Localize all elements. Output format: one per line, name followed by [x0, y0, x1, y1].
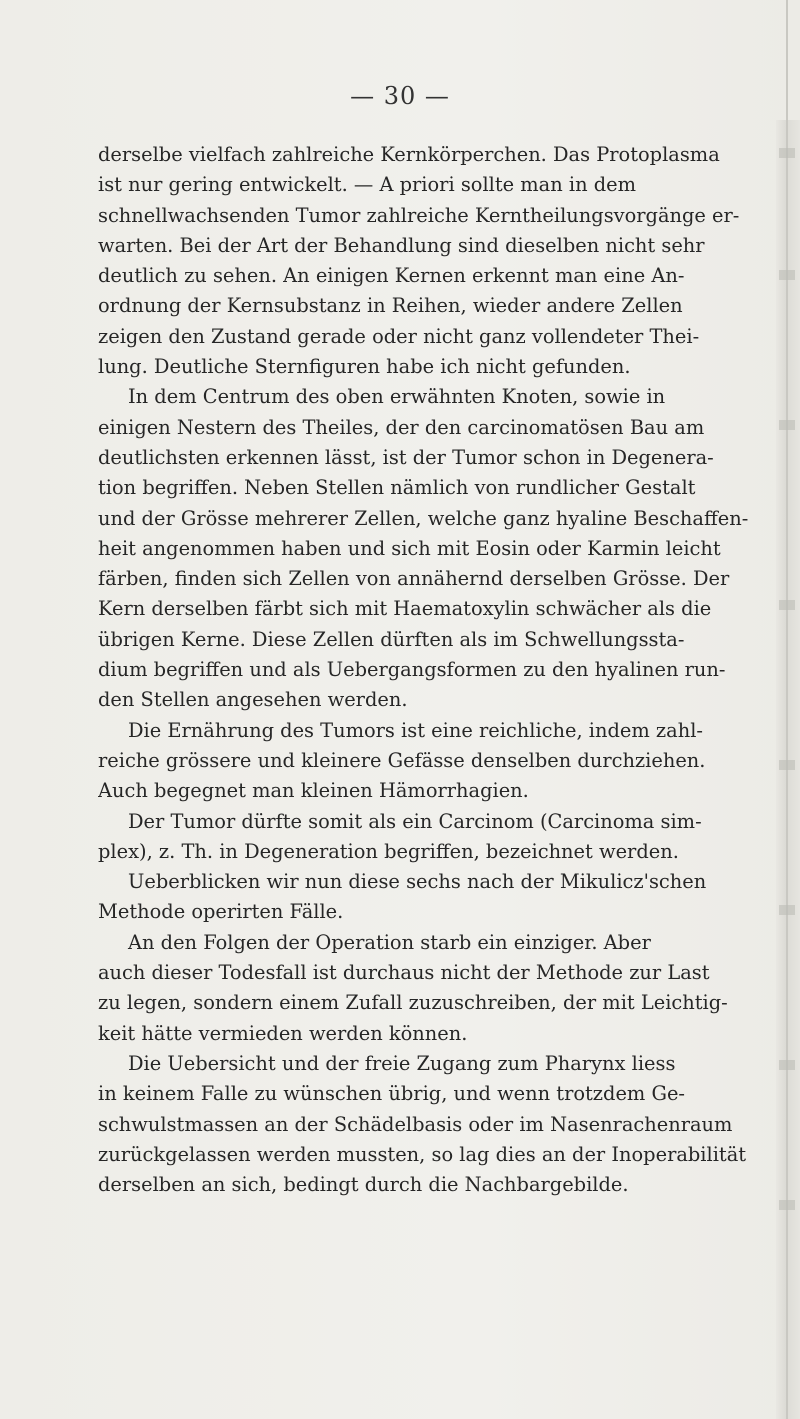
text-line: zu legen, sondern einem Zufall zuzuschreiben, der mit Leichtig-	[98, 991, 728, 1015]
text-line: reiche grössere und kleinere Gefässe denselben durchziehen.	[98, 748, 706, 772]
text-line: schwulstmassen an der Schädelbasis oder im Nasenrachenraum	[98, 1112, 733, 1136]
paragraph-start-line: Ueberblicken wir nun diese sechs nach der Mikulicz'schen	[128, 870, 707, 894]
text-line: den Stellen angesehen werden.	[98, 688, 408, 712]
text-line: in keinem Falle zu wünschen übrig, und wenn trotzdem Ge-	[98, 1082, 685, 1106]
text-line: deutlich zu sehen. An einigen Kernen erkennt man eine An-	[98, 264, 685, 288]
paragraph-start-line: In dem Centrum des oben erwähnten Knoten, sowie in	[128, 385, 666, 409]
bleed-through-mark	[779, 1200, 795, 1210]
bleed-through-mark	[779, 420, 795, 430]
text-line: zurückgelassen werden mussten, so lag dies an der Inoperabilität	[98, 1142, 747, 1166]
bleed-through-mark	[779, 270, 795, 280]
paragraph-start-line: An den Folgen der Operation starb ein einziger. Aber	[128, 930, 651, 954]
text-line: tion begriffen. Neben Stellen nämlich von rundlicher Gestalt	[98, 476, 696, 500]
text-line: zeigen den Zustand gerade oder nicht ganz vollendeter Thei-	[98, 324, 700, 348]
text-line: färben, finden sich Zellen von annähernd derselben Grösse. Der	[98, 567, 730, 591]
text-line: übrigen Kerne. Diese Zellen dürften als im Schwellungssta-	[98, 627, 685, 651]
bleed-through-mark	[779, 1060, 795, 1070]
text-line: schnellwachsenden Tumor zahlreiche Kerntheilungsvorgänge er-	[98, 203, 740, 227]
text-line: ist nur gering entwickelt. — A priori sollte man in dem	[98, 173, 637, 197]
body-text	[98, 140, 778, 1200]
text-line: plex), z. Th. in Degeneration begriffen, bezeichnet werden.	[98, 839, 679, 863]
text-line: Auch begegnet man kleinen Hämorrhagien.	[98, 779, 529, 803]
bleed-through-mark	[779, 905, 795, 915]
text-line: einigen Nestern des Theiles, der den carcinomatösen Bau am	[98, 415, 705, 439]
text-line: derselbe vielfach zahlreiche Kernkörperchen. Das Protoplasma	[98, 143, 720, 166]
page-number: — 30 —	[350, 82, 450, 110]
text-line: derselben an sich, bedingt durch die Nachbargebilde.	[98, 1173, 629, 1197]
text-line: Kern derselben färbt sich mit Haematoxylin schwächer als die	[98, 597, 712, 621]
text-line: dium begriffen und als Uebergangsformen zu den hyalinen run-	[98, 658, 726, 682]
text-line: warten. Bei der Art der Behandlung sind dieselben nicht sehr	[98, 233, 705, 257]
bleed-through-mark	[779, 600, 795, 610]
bleed-through-mark	[779, 760, 795, 770]
text-line: keit hätte vermieden werden können.	[98, 1021, 468, 1045]
text-line: lung. Deutliche Sternfiguren habe ich nicht gefunden.	[98, 355, 631, 379]
bleed-through-mark	[779, 148, 795, 158]
text-line: und der Grösse mehrerer Zellen, welche ganz hyaline Beschaffen-	[98, 506, 749, 530]
paragraph-start-line: Die Uebersicht und der freie Zugang zum Pharynx liess	[128, 1051, 676, 1075]
text-line: auch dieser Todesfall ist durchaus nicht der Methode zur Last	[98, 961, 710, 985]
text-line: heit angenommen haben und sich mit Eosin oder Karmin leicht	[98, 536, 721, 560]
paragraph-start-line: Die Ernährung des Tumors ist eine reichliche, indem zahl-	[128, 718, 703, 742]
paragraph-start-line: Der Tumor dürfte somit als ein Carcinom (Carcinoma sim-	[128, 809, 702, 833]
text-line: Methode operirten Fälle.	[98, 900, 344, 924]
text-line: deutlichsten erkennen lässt, ist der Tumor schon in Degenera-	[98, 445, 714, 469]
text-line: ordnung der Kernsubstanz in Reihen, wieder andere Zellen	[98, 294, 683, 318]
